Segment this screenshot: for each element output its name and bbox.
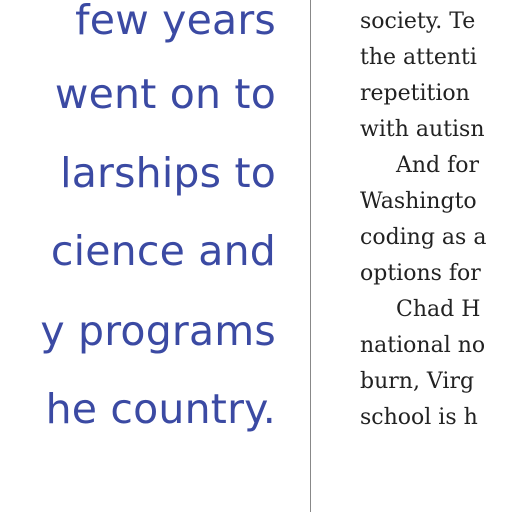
pull-quote-line: went on to <box>54 70 276 118</box>
body-line: coding as a <box>360 225 487 250</box>
body-line: with autisn <box>360 117 485 142</box>
body-line: school is h <box>360 405 478 430</box>
body-line: And for <box>396 153 480 178</box>
pull-quote-line: cience and <box>50 227 276 275</box>
body-line: repetition <box>360 81 470 106</box>
column-divider <box>310 0 311 512</box>
body-line: Washingto <box>360 189 477 214</box>
pull-quote-line: he country. <box>45 385 276 433</box>
pull-quote-line: y programs <box>40 307 276 355</box>
body-line: options for <box>360 261 481 286</box>
body-line: national no <box>360 333 486 358</box>
pull-quote-line: larships to <box>60 149 276 197</box>
body-line: burn, Virg <box>360 369 475 394</box>
pull-quote-line: few years <box>75 0 276 44</box>
body-line: Chad H <box>396 297 481 322</box>
body-text-column <box>360 0 512 512</box>
body-line: society. Te <box>360 9 476 34</box>
body-line: the attenti <box>360 45 477 70</box>
